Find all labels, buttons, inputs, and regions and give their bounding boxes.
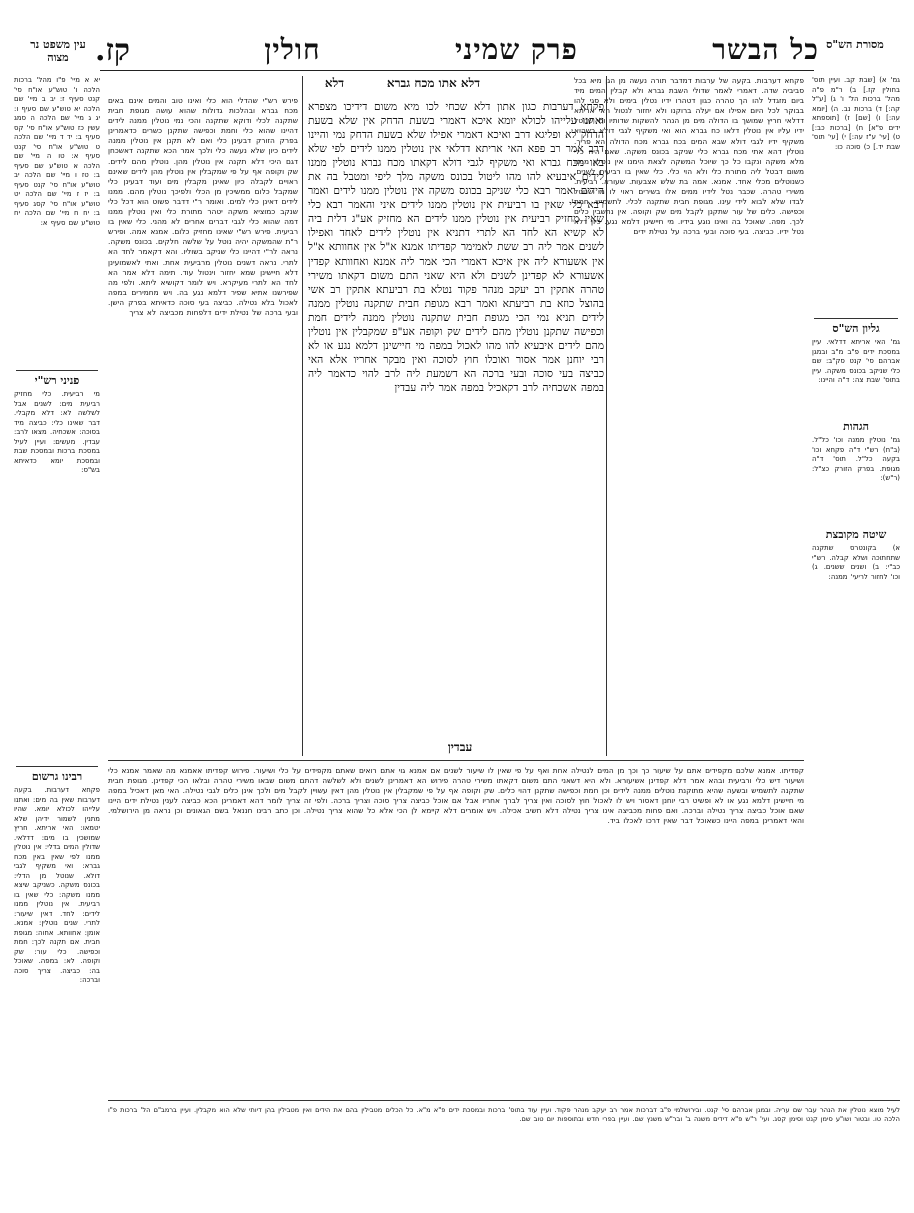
- rabbeinu-gershom-text: פקחא דערבות. בקעה דערבות שאין בה מים: ואתנו עלייהו לכולא יומא. שהיו מתנין לשמור ידיהן שלא יטמאו: האי אריתא. חריץ שמושכין בו מים: דדלאי. שדולין המים בדלי: אין נוטלין ממנו לפי שאין באין מכח גברא: ואי משקיף לגבי דולא. שנוטל מן הדלי: בכונס משקה. כשניקב שיצא ממנו משקה: כלי שאין בו רביעית. אין נוטלין ממנו לידים: לחד. דאין שיעור: לתרי. שנים נוטלין: אמנא. אומן: אחוותא. אחוה: מגופת חבית. אם תקנה לכך: חמת וכפישה. כלי עור: שק וקופה. לא: במפה. שאוכל בה: כביצה. צריך סוכה וברכה:: [14, 786, 100, 984]
- ein-mishpat-text: יא א מיי' פ"ו מהל' ברכות הלכה ו' טוש"ע או"ח סי' קנט סעיף ז: יב ב מיי' שם הלכה יא טוש"ע שם סעיף ו: יג ג מיי' שם הלכה ה סמג עשין כז טוש"ע או"ח סי' קס סעיף ב: יד ד מיי' שם הלכה ט טוש"ע או"ח סי' קנט סעיף א: טו ה מיי' שם הלכה א טוש"ע שם סעיף ב: טז ו מיי' שם הלכה יב טוש"ע או"ח סי' קנט סעיף ב: יז ז מיי' שם הלכה יט טוש"ע או"ח סי' קסג סעיף ב: יח ח מיי' שם הלכה יח טוש"ע שם סעיף א:: [14, 76, 100, 227]
- mesoret-hashas-text: גמ' א) [שבת קב. ועיין תוס' בחולין קז.] ב) ר"מ פ"ה מהל' ברכות הל' ו' ג) [ע"ל קה:] ד) ברכות נב. ה) [יומא עה:] ו) [שם] ז) [תוספתא ידים פ"א] ח) [ברכות כב:] ט) [עי' ע"ז עה:] י) [עי' תוס' שבת יד.] כ) סוכה כו:: [812, 76, 900, 151]
- gemara-opening-word: דלא: [324, 76, 344, 90]
- hagahot-label: הגהות: [843, 420, 869, 433]
- gemara-catchword: עבדין: [447, 740, 473, 754]
- column-divider: [302, 76, 303, 756]
- ein-mishpat-label: עין משפט נר מצוה: [30, 38, 86, 64]
- divider: [16, 766, 98, 767]
- rabbeinu-gershom-label: רבינו גרשום: [31, 770, 83, 783]
- divider: [108, 1100, 900, 1101]
- mesoret-label: מסורת הש"ס: [826, 38, 884, 51]
- divider: [814, 318, 898, 319]
- header-tractate: חולין: [264, 33, 321, 66]
- gilyon-label: גליון הש"ס: [832, 322, 880, 335]
- gemara-text: פקחא דערבות כגון אתון דלא שכחי לכו מיא משום דידיכו מצפרא ואתנו עלייהו לכולא יומא איכא דאמרי בשעת הדחק אין שלא בשעת הדחק לא ופליגא דרב ואיכא דאמרי אפילו שלא בשעת הדחק נמי והיינו דרב אמר רב פפא האי אריתא דדלאי אין נוטלין ממנו לידים לפי שלא באו מכח גברא ואי משקיף לגבי דולא דקאתו מכח גברא נוטלין ממנו לידים איבעיא להו מהו ליטול בכונס משקה מלך ליפי ומטבל בה את הידים ואמר רבא כלי שניקב בכונס משקה אין נוטלין ממנו לידים ואמר רבא כלי שאין בו רביעית אין נוטלין ממנו לידים איני והאמר רבא כלי שאין מחזיק רביעית אין נוטלין ממנו לידים הא מחזיק אע"ג דלית ביה לא קשיא הא לחד הא לתרי דתניא אין נוטלין לידים לאחד ואפילו לשנים אמר ליה רב ששת לאמימר קפדיתו אמנא א"ל אין אחוותא א"ל אין אשעורא ליה אין איכא דאמרי הכי אמר ליה אמנא ואחוותא קפדין אשעורא לא קפדינן לשנים ולא היא שאני התם משום דקאתו משירי טהרה אתקין רב יעקב מנהר פקוד נטלא בת רביעתא אתקין רב אשי בהוצל כוזא בת רביעתא ואמר רבא מגופת חבית שתקנה נוטלין ממנה לידים תניא נמי הכי מגופת חבית שתקנה נוטלין ממנה לידים חמת וכפישה שתקנן נוטלין מהם לידים שק וקופה אע"פ שמקבלין אין נוטלין מהם לידים איבעיא להו מהו לאכול במפה מי חיישינן דלמא נגע או לא רבי יוחנן אמר אסור ואוכלו חוץ לסוכה ואין מבקר אחריו אלא האי כביצה בעי סוכה ובעי ברכה הא דשמעת ליה לרב להוי כדאמר ליה במפה אשכחיה לרב דקאכיל במפה אמר ליה עבדין: [308, 101, 604, 394]
- pninei-rashi-label: פניני רש"י: [34, 374, 80, 387]
- shita-text: א) בקונטרס שתקנה שתחתוכה ושלא קבלה. רש"י כב"י: ב) ושנים ששנים. ג) וכו' לחזור לריעי' ממנה:: [812, 544, 900, 581]
- lower-commentary: קפדיתו. אמנא שלכם מקפידים אתם על שיעור כך וכך מן המים לנטילה אחת ואף על פי שאין לו שיעור לשנים אם אמנא גוי אתם רואים שאתם מקפידים על כלי ושיעור. פירוש קפדיתו אאמנא מה שאמר אמנא כלי ושיעור דיש כלי ורביעית ובהא אמר דלא קפדינן אשיעורא. ולא היא דשאני התם משום דקאתו משירי טהרה פירוש הא דאמרינן לשנים ולא לשלשה דהתם משום שבאו משירי טהרה ובלאו הכי קפדינן. מגופת חבית שתקנה לתשמיש ובשעה שהיא מתוקנת נוטלים ממנה לידים וכן חמת וכפישה שתקנן דהוי כלים. שק וקופה אף על פי שמקבלין אין נוטלין מהן דאין עשויין לקבל מים ולכך אינן כלים לגבי נטילה. האי מאן דאכיל במפה מי חיישינן דלמא נגע או לא ופשיט רבי יוחנן דאסור ויש לו לאכול חוץ לסוכה ואין צריך לברך אחריו אבל אם אוכל כביצה צריך סוכה וצריך ברכה. ולפי זה צריך לומר דהא דאמרינן הכא כביצה לענין נטילת ידים היינו שאם אוכל כביצה צריך נטילה וברכה. ואם פחות מכביצה אינו צריך נטילה דלא חשיב אכילה. ויש אומרים דלא קיימא לן הכי אלא כל שהוא צריך נטילה. וכן כתב רבינו חננאל בשם הגאונים וכן נראה מן הירושלמי. והאי דאמרינן במפה היינו כשאוכל דבר שאין דרכו לאכלו ביד.: [108, 766, 804, 826]
- header-chapter: פרק שמיני: [454, 33, 578, 66]
- header-page-number: קז.: [95, 32, 130, 68]
- pninei-rashi-text: מי רביעית. כלי מחזיק רביעית מים: לשנים אבל לשלשה לא: דלא מקבלי. דבר שאינו כלי: כביצה מיד בסוכה: אשכחיה. מצאו לרב: עבדין. מעשים: ועיין לעיל במסכת ברכות ובמסכת שבת ובמסכת יומא כדאיתא בש"ס:: [14, 390, 100, 474]
- column-divider: [606, 76, 607, 756]
- header-rule: [100, 70, 814, 71]
- page-header: [95, 30, 819, 70]
- rashi-commentary: פקחא דערבות. בקעה של ערבות דמדבר תורה נעשה מן הגן מיא בכל סביביה שדה. דאמרי לאמר שדולי השבת גברא ולא קבלין המים מיד ביום מזגדל להו הך טהרה כגון דטהרו ידיו נטלין בימים ולא סגי להו בבוקר לכל היום אפילו אם יעלה ברוקנו ולא יחזור לנטול האי אריתא דדלאי חריץ שמושך בו הדולה מים מן הנהר להשקות שדותיו ומי שנוטל ידיו עליו אין נוטלין דלאו כח גברא הוא ואי משקיף לגבי דולא כשהוא משקיף ידיו לגבי דולא שבא המים בכח גברא מכח הדולה הא פריך. נוטלין דהא אתי מכח גברא כלי שניקב בכונס משקה. שאם היה כלי מלא משקה ונקבו כל כך שיוכל המשקה לצאת הימנו אין נוטלין ממנו משום דבטל ליה מתורת כלי ולא הוי כלי. כלי שאין בו רביעית לשנים. כשנוטלים מכלי אחד. אמנא. אמה בת שלש אצבעות. שעורא. רביעית. משירי טהרה. שכבר נטל לידיו ממים אלו בשירים ראוי לו מי שנוטל לבדו שלא לבוא לידי עינו. מגופת חבית שתקנה לכלי. לתשמיש. חמת וכפישה. כלים של עור שתקנן לקבל מים שק וקופה. אין נחשבין כלים לכך. מפה. שאוכל בה ואינו נוגע בידיו. מי חיישינן דלמא נגע. כיון דלא נטל ידיו. כביצה. בעי סוכה ובעי ברכה על נטילת ידים: [574, 76, 804, 237]
- gilyon-text: גמ' האי אריתא דדלאי. עיין במסכת ידים פ"ב מ"ב ובמגן אברהם סי' קנט סק"ב: שם כלי שניקב בכונס משקה. עיין בתוס' שבת צה: ד"ה והיינו:: [812, 338, 900, 384]
- header-title: כל הבשר: [712, 33, 819, 66]
- hagahot-text: גמ' נוטלין ממנה וכו' כל"ל. (ב"ח) רש"י ד"ה פקחא וכו' בקעה כל"ל. תוס' ד"ה מגופת. בפרק הזורק כצ"ל: (ר"ש):: [812, 436, 900, 482]
- divider: [108, 760, 804, 761]
- footer-notes: לעיל מוצא נוטלין את הנהר עבר שם עריה. ובמגן אברהם סי' קנט. ובירושלמי פ"ב דברכות אמר רב יעקב מנהר פקוד. ועיין עוד בתוס' ברכות ובמסכת ידים פ"א מ"א. כל הכלים מטבילין בהם את הידים ואין מטבילין בהן דיותי שלא הוא מקבלין. ועיין ברמב"ם הל' ברכות פ"ו הלכה טו. ובטור ושו"ע סימן קנט וסימן קסג. ועי' ר"ש פ"א דידים משנה ב' ובר"ש משנץ שם. ועיין בפרי חדש ובתוספות יום טוב שם.: [108, 1106, 900, 1124]
- shita-label: שיטה מקובצת: [825, 528, 887, 541]
- divider: [16, 370, 98, 371]
- tosafot-commentary: פירש רש"י שהדלי הוא כלי ואינו טוב והמים אינם באים מכח גברא ובהלכות גדולות שהוא עושה מגופת חבית שתקנה לכלי ודוקא שתקנה והכי נמי נוטלין ממנה לידים דהיינו שהוא כלי וחמת וכפישה שתקנן כשרים כדאמרינן בפרק הזורק דבעינן כלי ואם לא תקנן אין נוטלין ממנה לידים כיון שלא נעשה כלי ולכך אמר הכא שתקנה דאשכחן דגם היכי דלא תקנה אין נוטלין מהן. נוטלין מהם לידים. שק וקופה אף על פי שמקבלין אין נוטלין מהן לידים שאינם ראויים לקבלה כיון שאינן מקבלין מים ועוד דבעינן כלי שמקבל כלום ממשיכין מן הכלי ולפיכך נוטלין מהם. ממנו לידים דאינן כלי למים. ואומר ר"י דדבר פשוט הוא דכל כלי שנקב כמוציא משקה יטהר מתורת כלי ואין נוטלין ממנו דמה שהוא כלי לגבי דברים אחרים לא מהני. כלי שאין בו רביעית. פירש רש"י שאינו מחזיק כלום. אמנא אמה. ופירש ר"ת שהמשקה יהיה נוטל על שלשה חלקים. בכונס משקה. נראה לר"י דהיינו כלי שניקב בשוליו. והא דקאמר לחד הא לתרי. נראה דשנים נוטלין מרביעית אחת. ואתי לאשמועינן דלא חיישינן שמא יחזור וינטול עוד. תימה דלא אמר הא לחד הא לתרי מעיקרא. ויש לומר דקושיא ליתא. ולפי מה שפירשנו אתיא שפיר דלמא נגע בה. ויש מחמירים במפה לאכול בלא נטילה. כביצה בעי סוכה כדאיתא בפרק הישן. ובעי ברכה של נטילת ידים דלפחות מכביצה לא צריך: [108, 96, 298, 317]
- tosafot-heading: דלא אתו מכח גברא: [386, 76, 480, 90]
